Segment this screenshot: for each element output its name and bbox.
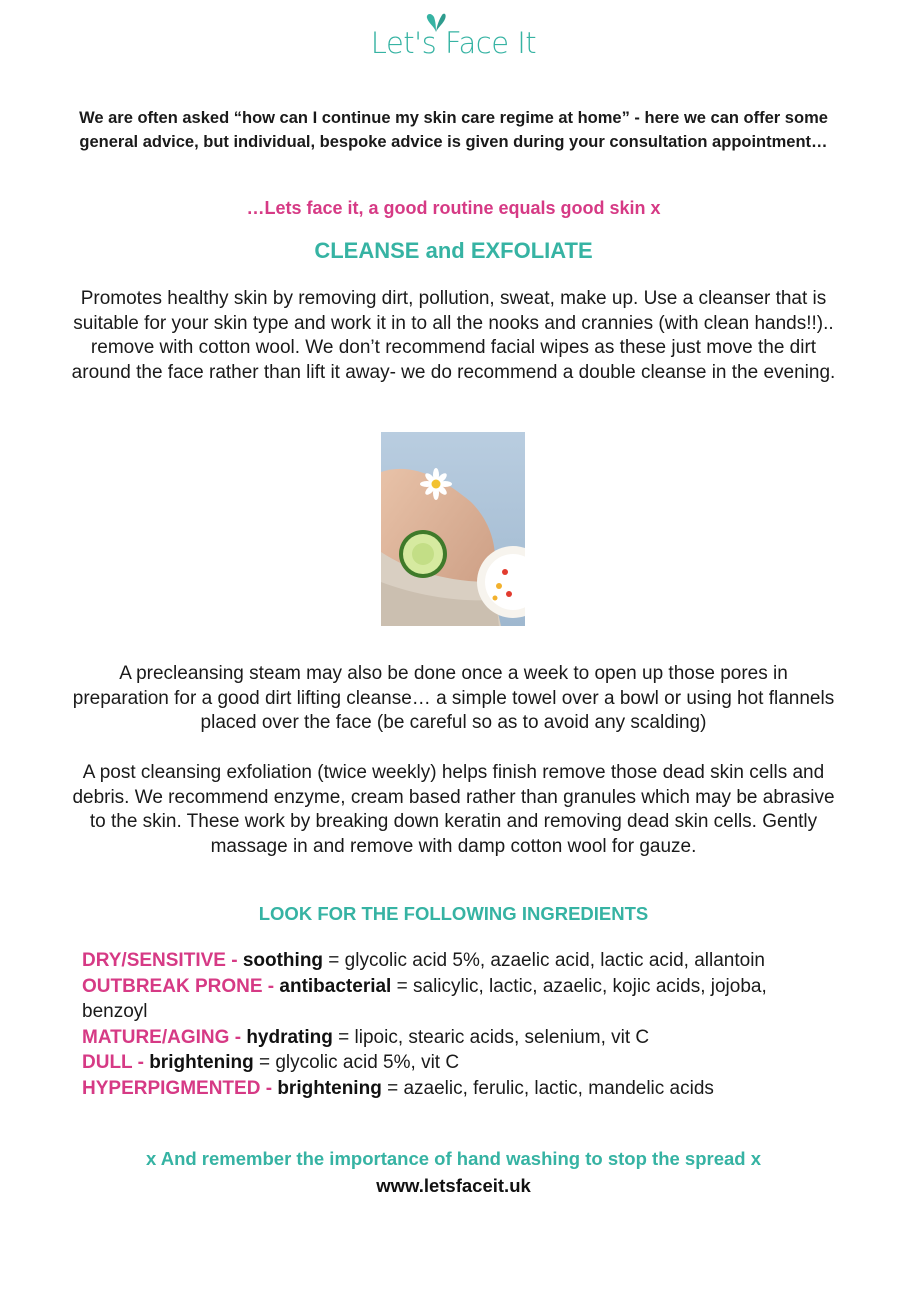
intro-text: We are often asked “how can I continue my skin care regime at home” - here we can offer some general advice, but individual, bespoke advice is given during your consultation appointment… — [79, 109, 828, 151]
ingredient-item-dry-sensitive — [82, 948, 822, 974]
spa-facial-photo — [381, 432, 525, 626]
benefit-label: hydrating — [246, 1026, 333, 1048]
ingredient-values: = glycolic acid 5%, azaelic acid, lactic acid, allantoin — [323, 950, 766, 971]
ingredient-values: = glycolic acid 5%, vit C — [253, 1052, 460, 1073]
tagline: …Lets face it, a good routine equals good skin x — [246, 198, 661, 218]
ingredient-item-mature-aging — [82, 1025, 822, 1051]
website-link[interactable]: www.letsfaceit.uk — [376, 1175, 531, 1196]
benefit-label: brightening — [149, 1052, 254, 1073]
cleanse-paragraph: Promotes healthy skin by removing dirt, pollution, sweat, make up. Use a cleanser that is suitable for your skin type and work it in to all the nooks and crannies (with clean hands!!).. remove with cotton wool. We don’t recommend facial wipes as these just move the dirt around the face rather than lift it away- we do recommend a double cleanse in the evening. — [71, 288, 836, 383]
exfoliation-paragraph: A post cleansing exfoliation (twice weekly) helps finish remove those dead skin cells and debris. We recommend enzyme, cream based rather than granules which may be abrasive to the skin. These work by breaking down keratin and removing dead skin cells. Gently massage in and remove with damp cotton wool for gauze. — [72, 762, 835, 857]
ingredient-values: = salicylic, lactic, azaelic, kojic acids, jojoba, benzoyl — [82, 975, 767, 1022]
skin-type-label: MATURE/AGING - — [82, 1026, 247, 1048]
skin-type-label: DULL - — [82, 1052, 150, 1073]
benefit-label: soothing — [242, 950, 324, 971]
ingredient-values: = azaelic, ferulic, lactic, mandelic acids — [381, 1077, 714, 1099]
steam-paragraph: A precleansing steam may also be done once a week to open up those pores in preparation for a good dirt lifting cleanse… a simple towel over a bowl or using hot flannels placed over the face (be careful so as to avoid any scalding) — [72, 663, 835, 733]
cucumber-slice — [399, 530, 447, 578]
brand-logo — [0, 4, 907, 60]
logo-text: Let's Face It — [370, 26, 537, 60]
closing-message: x And remember the importance of hand washing to stop the spread x — [145, 1148, 762, 1169]
section-heading: CLEANSE and EXFOLIATE — [314, 238, 593, 263]
skin-type-label: OUTBREAK PRONE - — [82, 975, 280, 997]
butterfly-icon — [425, 10, 447, 34]
ingredients-heading: LOOK FOR THE FOLLOWING INGREDIENTS — [258, 903, 649, 924]
benefit-label: brightening — [277, 1077, 382, 1099]
ingredient-item-dull — [82, 1050, 822, 1076]
ingredient-item-hyperpigmented — [82, 1076, 822, 1102]
benefit-label: antibacterial — [279, 975, 392, 997]
skin-type-label: HYPERPIGMENTED - — [82, 1077, 278, 1099]
ingredient-values: = lipoic, stearic acids, selenium, vit C — [332, 1026, 650, 1048]
ingredients-list — [82, 948, 822, 1101]
ingredient-item-outbreak-prone — [82, 974, 822, 1025]
skin-type-label: DRY/SENSITIVE - — [82, 950, 243, 971]
